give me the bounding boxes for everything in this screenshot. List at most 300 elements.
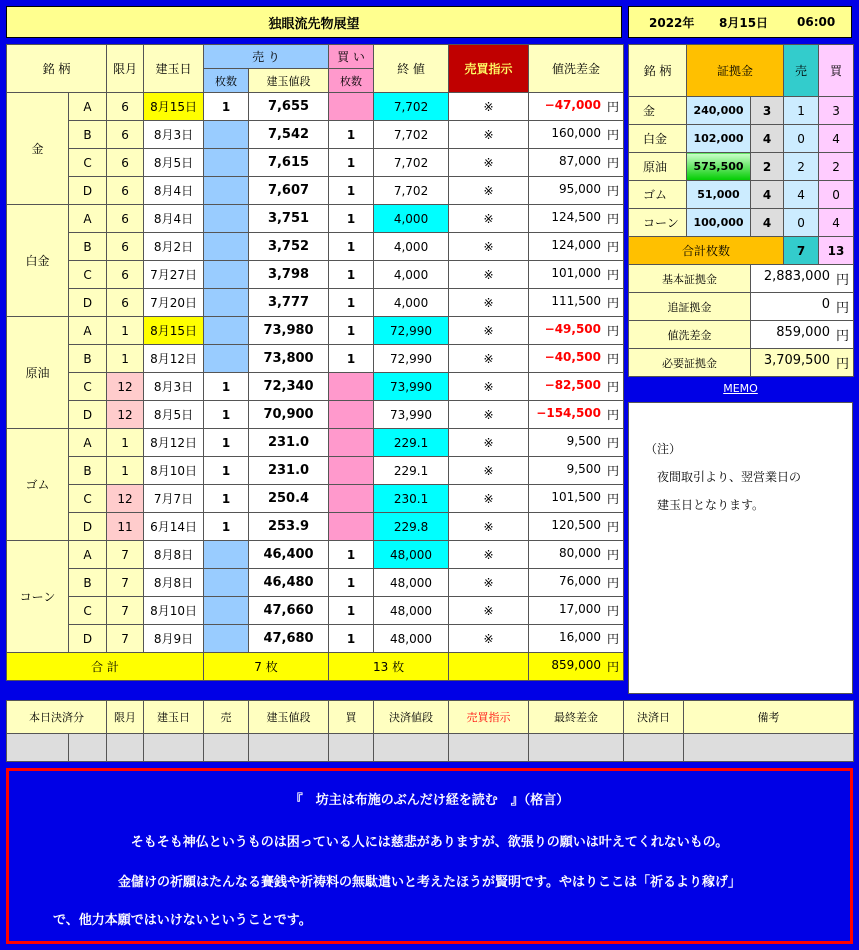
diff-value: 124,000 xyxy=(551,238,602,252)
close-price: 7,702 xyxy=(374,121,449,149)
header-diff: 値洗差金 xyxy=(529,45,624,93)
signal-mark: ※ xyxy=(449,289,529,317)
diff-cell xyxy=(529,513,624,541)
entry-date: 8月9日 xyxy=(144,625,204,653)
limit-month: 6 xyxy=(107,289,144,317)
quote-line-3: で、他力本願ではいけないということです。 xyxy=(53,913,312,928)
signal-mark: ※ xyxy=(449,485,529,513)
diff-cell xyxy=(529,261,624,289)
buy-count: 1 xyxy=(329,345,374,373)
time-label: 06:00 xyxy=(797,15,836,29)
position-row xyxy=(7,569,624,597)
diff-value: 124,500 xyxy=(551,210,602,224)
date-bar xyxy=(628,6,852,38)
diff-value: 160,000 xyxy=(551,126,602,140)
commodity-name: 原油 xyxy=(7,317,69,429)
margin-sum-row xyxy=(629,293,854,321)
summary-sell: 1 xyxy=(784,97,819,125)
contract-id: A xyxy=(69,541,107,569)
diff-cell xyxy=(529,121,624,149)
margin-sum-row xyxy=(629,321,854,349)
date-label: 8月15日 xyxy=(719,15,769,30)
limit-month: 12 xyxy=(107,485,144,513)
buy-count xyxy=(329,513,374,541)
buy-count: 1 xyxy=(329,597,374,625)
close-price: 230.1 xyxy=(374,485,449,513)
close-price: 229.8 xyxy=(374,513,449,541)
settle-cell xyxy=(204,734,249,762)
diff-value: −154,500 xyxy=(536,406,602,420)
header-entry-price: 建玉値段 xyxy=(249,69,329,93)
diff-cell xyxy=(529,485,624,513)
settle-header-limit: 限月 xyxy=(107,701,144,734)
summary-buy: 3 xyxy=(819,97,854,125)
settle-cell xyxy=(144,734,204,762)
buy-count: 1 xyxy=(329,625,374,653)
signal-mark: ※ xyxy=(449,625,529,653)
close-price: 73,990 xyxy=(374,373,449,401)
entry-price: 7,607 xyxy=(249,177,329,205)
limit-month: 1 xyxy=(107,429,144,457)
entry-date: 8月4日 xyxy=(144,177,204,205)
settle-header-entry-date: 建玉日 xyxy=(144,701,204,734)
entry-date: 8月5日 xyxy=(144,149,204,177)
settle-cell xyxy=(69,734,107,762)
memo-panel xyxy=(628,402,853,694)
summary-header-brand: 銘 柄 xyxy=(629,45,687,97)
margin-sum-number: 0 xyxy=(821,297,830,312)
settle-header-sell: 売 xyxy=(204,701,249,734)
summary-buy: 4 xyxy=(819,125,854,153)
contract-id: D xyxy=(69,513,107,541)
diff-cell xyxy=(529,457,624,485)
close-price: 229.1 xyxy=(374,457,449,485)
diff-value: 101,500 xyxy=(551,490,602,504)
margin-sum-label: 追証拠金 xyxy=(629,293,751,321)
limit-month: 11 xyxy=(107,513,144,541)
sell-count: 1 xyxy=(204,513,249,541)
summary-count: 2 xyxy=(751,153,784,181)
entry-date: 8月3日 xyxy=(144,121,204,149)
diff-cell xyxy=(529,177,624,205)
summary-count: 4 xyxy=(751,209,784,237)
memo-line-3: 建玉日となります。 xyxy=(657,498,765,512)
contract-id: C xyxy=(69,261,107,289)
settlement-header-row xyxy=(7,701,854,734)
entry-price: 231.0 xyxy=(249,429,329,457)
sell-count xyxy=(204,541,249,569)
entry-date: 8月3日 xyxy=(144,373,204,401)
summary-row xyxy=(629,209,854,237)
margin-sum-label: 値洗差金 xyxy=(629,321,751,349)
buy-count: 1 xyxy=(329,317,374,345)
memo-line-2: 夜間取引より、翌営業日の xyxy=(657,470,802,484)
sell-count xyxy=(204,121,249,149)
diff-cell xyxy=(529,569,624,597)
diff-value: 9,500 xyxy=(566,462,602,476)
margin-sum-value xyxy=(751,321,854,349)
summary-margin: 240,000 xyxy=(687,97,751,125)
year-label: 2022年 xyxy=(649,15,695,30)
diff-value: 111,500 xyxy=(551,294,602,308)
entry-price: 3,777 xyxy=(249,289,329,317)
summary-row xyxy=(629,181,854,209)
total-sell: 7 枚 xyxy=(204,653,329,681)
signal-mark: ※ xyxy=(449,373,529,401)
summary-count: 3 xyxy=(751,97,784,125)
entry-price: 231.0 xyxy=(249,457,329,485)
entry-price: 253.9 xyxy=(249,513,329,541)
limit-month: 7 xyxy=(107,541,144,569)
entry-date: 8月5日 xyxy=(144,401,204,429)
entry-price: 46,400 xyxy=(249,541,329,569)
yen-unit: 円 xyxy=(836,357,850,372)
position-row xyxy=(7,597,624,625)
entry-date: 8月10日 xyxy=(144,597,204,625)
sell-count xyxy=(204,205,249,233)
settle-header-today: 本日決済分 xyxy=(7,701,107,734)
sell-count: 1 xyxy=(204,485,249,513)
signal-mark: ※ xyxy=(449,317,529,345)
diff-value: 101,000 xyxy=(551,266,602,280)
position-row xyxy=(7,121,624,149)
entry-date: 8月4日 xyxy=(144,205,204,233)
yen-unit: 円 xyxy=(836,301,850,316)
yen-unit: 円 xyxy=(607,212,620,226)
diff-cell xyxy=(529,205,624,233)
settle-header-signal: 売買指示 xyxy=(449,701,529,734)
entry-price: 72,340 xyxy=(249,373,329,401)
diff-cell xyxy=(529,373,624,401)
position-row xyxy=(7,373,624,401)
summary-sell: 4 xyxy=(784,181,819,209)
summary-row xyxy=(629,153,854,181)
positions-table xyxy=(6,44,624,681)
sell-count: 1 xyxy=(204,457,249,485)
sell-count xyxy=(204,289,249,317)
quote-title: 『 坊主は布施のぶんだけ経を読む 』（格言） xyxy=(289,793,570,808)
limit-month: 12 xyxy=(107,373,144,401)
summary-header-buy: 買 xyxy=(819,45,854,97)
yen-unit: 円 xyxy=(607,380,620,394)
summary-table xyxy=(628,44,854,377)
summary-buy: 0 xyxy=(819,181,854,209)
contract-id: C xyxy=(69,485,107,513)
commodity-name: コーン xyxy=(7,541,69,653)
page-title: 独眼流先物展望 xyxy=(268,16,360,32)
yen-unit: 円 xyxy=(607,604,620,618)
settle-cell xyxy=(529,734,624,762)
position-row xyxy=(7,93,624,121)
settle-header-settle-date: 決済日 xyxy=(624,701,684,734)
margin-sum-number: 2,883,000 xyxy=(763,269,830,284)
buy-count: 1 xyxy=(329,261,374,289)
limit-month: 7 xyxy=(107,597,144,625)
position-row xyxy=(7,205,624,233)
diff-value: 16,000 xyxy=(559,630,602,644)
contract-id: B xyxy=(69,121,107,149)
signal-mark: ※ xyxy=(449,121,529,149)
contract-id: B xyxy=(69,345,107,373)
signal-mark: ※ xyxy=(449,513,529,541)
yen-unit: 円 xyxy=(607,324,620,338)
diff-cell xyxy=(529,401,624,429)
yen-unit: 円 xyxy=(607,436,620,450)
header-entry-date: 建玉日 xyxy=(144,45,204,93)
contract-id: B xyxy=(69,233,107,261)
total-spacer xyxy=(449,653,529,681)
sell-count xyxy=(204,345,249,373)
entry-price: 73,980 xyxy=(249,317,329,345)
sell-count: 1 xyxy=(204,373,249,401)
entry-date: 7月20日 xyxy=(144,289,204,317)
total-label: 合 計 xyxy=(7,653,204,681)
position-row xyxy=(7,177,624,205)
diff-cell xyxy=(529,149,624,177)
summary-margin: 51,000 xyxy=(687,181,751,209)
entry-date: 8月12日 xyxy=(144,429,204,457)
buy-count: 1 xyxy=(329,177,374,205)
commodity-name: 金 xyxy=(7,93,69,205)
yen-unit: 円 xyxy=(607,408,620,422)
yen-unit: 円 xyxy=(607,548,620,562)
contract-id: C xyxy=(69,373,107,401)
entry-date: 7月7日 xyxy=(144,485,204,513)
limit-month: 6 xyxy=(107,93,144,121)
yen-unit: 円 xyxy=(607,100,620,114)
contract-id: D xyxy=(69,289,107,317)
summary-margin: 575,500 xyxy=(687,153,751,181)
header-sell: 売 り xyxy=(204,45,329,69)
limit-month: 7 xyxy=(107,569,144,597)
entry-price: 3,798 xyxy=(249,261,329,289)
sell-count xyxy=(204,597,249,625)
entry-date: 8月15日 xyxy=(144,317,204,345)
memo-line-1: （注） xyxy=(645,442,682,456)
yen-unit: 円 xyxy=(607,296,620,310)
entry-price: 47,680 xyxy=(249,625,329,653)
limit-month: 6 xyxy=(107,233,144,261)
contract-id: A xyxy=(69,205,107,233)
yen-unit: 円 xyxy=(607,632,620,646)
close-price: 48,000 xyxy=(374,625,449,653)
buy-count: 1 xyxy=(329,149,374,177)
summary-brand: ゴム xyxy=(629,181,687,209)
buy-count xyxy=(329,401,374,429)
entry-price: 70,900 xyxy=(249,401,329,429)
settle-header-remarks: 備考 xyxy=(684,701,854,734)
signal-mark: ※ xyxy=(449,205,529,233)
margin-sum-label: 必要証拠金 xyxy=(629,349,751,377)
close-price: 48,000 xyxy=(374,541,449,569)
summary-total-label: 合計枚数 xyxy=(629,237,784,265)
position-row xyxy=(7,289,624,317)
entry-date: 8月8日 xyxy=(144,569,204,597)
diff-value: 87,000 xyxy=(559,154,602,168)
buy-count xyxy=(329,429,374,457)
close-price: 7,702 xyxy=(374,93,449,121)
diff-cell xyxy=(529,625,624,653)
total-row xyxy=(7,653,624,681)
diff-value: −40,500 xyxy=(544,350,602,364)
limit-month: 6 xyxy=(107,149,144,177)
close-price: 4,000 xyxy=(374,233,449,261)
summary-brand: 原油 xyxy=(629,153,687,181)
summary-brand: 白金 xyxy=(629,125,687,153)
entry-price: 73,800 xyxy=(249,345,329,373)
signal-mark: ※ xyxy=(449,93,529,121)
header-buy-count: 枚数 xyxy=(329,69,374,93)
diff-cell xyxy=(529,289,624,317)
signal-mark: ※ xyxy=(449,345,529,373)
settle-header-entry-price: 建玉値段 xyxy=(249,701,329,734)
close-price: 229.1 xyxy=(374,429,449,457)
close-price: 7,702 xyxy=(374,149,449,177)
diff-value: 76,000 xyxy=(559,574,602,588)
entry-date: 7月27日 xyxy=(144,261,204,289)
buy-count: 1 xyxy=(329,233,374,261)
summary-sell: 2 xyxy=(784,153,819,181)
summary-count: 4 xyxy=(751,181,784,209)
header-buy: 買 い xyxy=(329,45,374,69)
yen-unit: 円 xyxy=(607,520,620,534)
sell-count xyxy=(204,149,249,177)
position-row xyxy=(7,485,624,513)
sell-count: 1 xyxy=(204,401,249,429)
summary-margin: 100,000 xyxy=(687,209,751,237)
yen-unit: 円 xyxy=(607,492,620,506)
contract-id: C xyxy=(69,597,107,625)
limit-month: 6 xyxy=(107,205,144,233)
summary-row xyxy=(629,125,854,153)
signal-mark: ※ xyxy=(449,177,529,205)
signal-mark: ※ xyxy=(449,149,529,177)
settle-header-final-diff: 最終差金 xyxy=(529,701,624,734)
diff-cell xyxy=(529,93,624,121)
settle-cell xyxy=(7,734,69,762)
position-row xyxy=(7,317,624,345)
entry-price: 47,660 xyxy=(249,597,329,625)
position-row xyxy=(7,625,624,653)
signal-mark: ※ xyxy=(449,457,529,485)
close-price: 73,990 xyxy=(374,401,449,429)
summary-buy: 4 xyxy=(819,209,854,237)
signal-mark: ※ xyxy=(449,597,529,625)
sell-count: 1 xyxy=(204,93,249,121)
margin-sum-row xyxy=(629,349,854,377)
sell-count xyxy=(204,317,249,345)
sell-count xyxy=(204,569,249,597)
summary-brand: 金 xyxy=(629,97,687,125)
buy-count xyxy=(329,373,374,401)
yen-unit: 円 xyxy=(607,156,620,170)
yen-unit: 円 xyxy=(836,273,850,288)
summary-total-sell: 7 xyxy=(784,237,819,265)
buy-count: 1 xyxy=(329,569,374,597)
yen-unit: 円 xyxy=(607,128,620,142)
entry-price: 7,542 xyxy=(249,121,329,149)
close-price: 4,000 xyxy=(374,261,449,289)
close-price: 48,000 xyxy=(374,569,449,597)
yen-unit: 円 xyxy=(607,240,620,254)
entry-date: 8月8日 xyxy=(144,541,204,569)
buy-count: 1 xyxy=(329,289,374,317)
summary-brand: コーン xyxy=(629,209,687,237)
memo-link[interactable]: MEMO xyxy=(628,378,853,400)
signal-mark: ※ xyxy=(449,233,529,261)
limit-month: 1 xyxy=(107,345,144,373)
summary-total-row xyxy=(629,237,854,265)
position-row xyxy=(7,345,624,373)
contract-id: B xyxy=(69,569,107,597)
sell-count: 1 xyxy=(204,429,249,457)
total-diff xyxy=(529,653,624,681)
limit-month: 7 xyxy=(107,625,144,653)
diff-value: −47,000 xyxy=(544,98,602,112)
header-limit: 限月 xyxy=(107,45,144,93)
margin-sum-number: 3,709,500 xyxy=(763,353,830,368)
limit-month: 6 xyxy=(107,121,144,149)
yen-unit: 円 xyxy=(607,184,620,198)
position-row xyxy=(7,429,624,457)
position-row xyxy=(7,541,624,569)
buy-count: 1 xyxy=(329,121,374,149)
sell-count xyxy=(204,625,249,653)
contract-id: A xyxy=(69,93,107,121)
diff-value: 9,500 xyxy=(566,434,602,448)
margin-sum-row xyxy=(629,265,854,293)
settle-header-buy: 買 xyxy=(329,701,374,734)
settle-cell xyxy=(249,734,329,762)
position-row xyxy=(7,401,624,429)
entry-date: 8月12日 xyxy=(144,345,204,373)
margin-sum-value xyxy=(751,265,854,293)
diff-value: 95,000 xyxy=(559,182,602,196)
entry-date: 8月10日 xyxy=(144,457,204,485)
settle-cell xyxy=(329,734,374,762)
buy-count xyxy=(329,457,374,485)
signal-mark: ※ xyxy=(449,261,529,289)
settle-header-settle-price: 決済値段 xyxy=(374,701,449,734)
diff-cell xyxy=(529,429,624,457)
diff-value: 17,000 xyxy=(559,602,602,616)
commodity-name: ゴム xyxy=(7,429,69,541)
total-buy: 13 枚 xyxy=(329,653,449,681)
summary-total-buy: 13 xyxy=(819,237,854,265)
quote-line-1: そもそも神仏というものは困っている人には慈悲がありますが、欲張りの願いは叶えてくれないもの。 xyxy=(130,835,729,850)
sell-count xyxy=(204,233,249,261)
summary-header-margin: 証拠金 xyxy=(687,45,784,97)
diff-value: −82,500 xyxy=(544,378,602,392)
diff-cell xyxy=(529,541,624,569)
total-diff-value: 859,000 xyxy=(551,658,602,672)
entry-price: 250.4 xyxy=(249,485,329,513)
contract-id: D xyxy=(69,625,107,653)
position-row xyxy=(7,149,624,177)
margin-sum-number: 859,000 xyxy=(776,325,830,340)
limit-month: 6 xyxy=(107,177,144,205)
settle-cell xyxy=(624,734,684,762)
settle-cell xyxy=(449,734,529,762)
entry-price: 7,615 xyxy=(249,149,329,177)
yen-unit: 円 xyxy=(836,329,850,344)
signal-mark: ※ xyxy=(449,569,529,597)
limit-month: 1 xyxy=(107,457,144,485)
entry-price: 3,751 xyxy=(249,205,329,233)
settle-cell xyxy=(374,734,449,762)
entry-price: 3,752 xyxy=(249,233,329,261)
signal-mark: ※ xyxy=(449,429,529,457)
